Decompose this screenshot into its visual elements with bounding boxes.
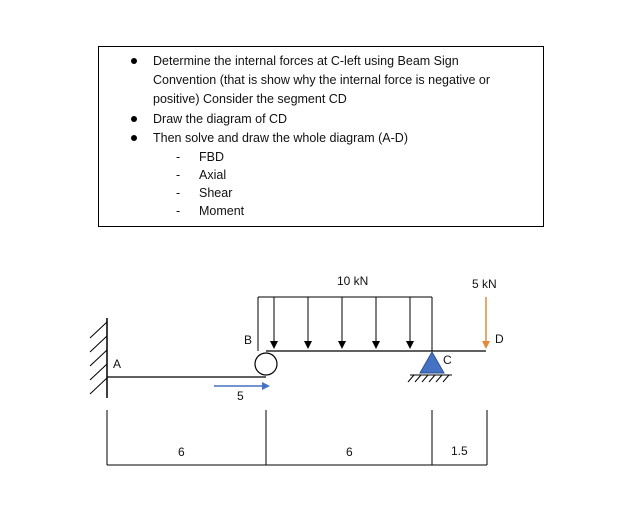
label-c: C — [443, 353, 452, 367]
dash-marker: - — [176, 204, 181, 218]
distributed-load-label: 10 kN — [337, 274, 369, 288]
label-b: B — [244, 333, 253, 347]
dash-marker: - — [176, 168, 181, 182]
label-a: A — [113, 357, 122, 371]
sub-item: FBD — [199, 150, 224, 164]
bullet-text-line: Then solve and draw the whole diagram (A-D) — [153, 131, 408, 145]
fixed-support-a — [90, 318, 107, 398]
point-load-label: 5 kN — [472, 277, 497, 291]
dimension-bc: 6 — [346, 445, 353, 459]
dash-marker: - — [176, 150, 181, 164]
bullet-text-line: Convention (that is show why the internal force is negative or — [153, 73, 490, 87]
dimension-cd: 1.5 — [451, 444, 468, 458]
dimension-lines — [107, 410, 487, 465]
hinge-b — [255, 353, 277, 375]
sub-item: Axial — [199, 168, 227, 182]
bullet-text-line: Determine the internal forces at C-left using Beam Sign — [153, 54, 459, 68]
sub-item: Moment — [199, 204, 245, 218]
dimension-ab: 6 — [178, 445, 185, 459]
distributed-load — [258, 297, 432, 351]
sub-item: Shear — [199, 186, 233, 200]
axial-load-label: 5 — [237, 389, 244, 403]
bullet-text-line: Draw the diagram of CD — [153, 112, 288, 126]
bullet-text-line: positive) Consider the segment CD — [153, 92, 347, 106]
dash-marker: - — [176, 186, 181, 200]
label-d: D — [495, 332, 504, 346]
